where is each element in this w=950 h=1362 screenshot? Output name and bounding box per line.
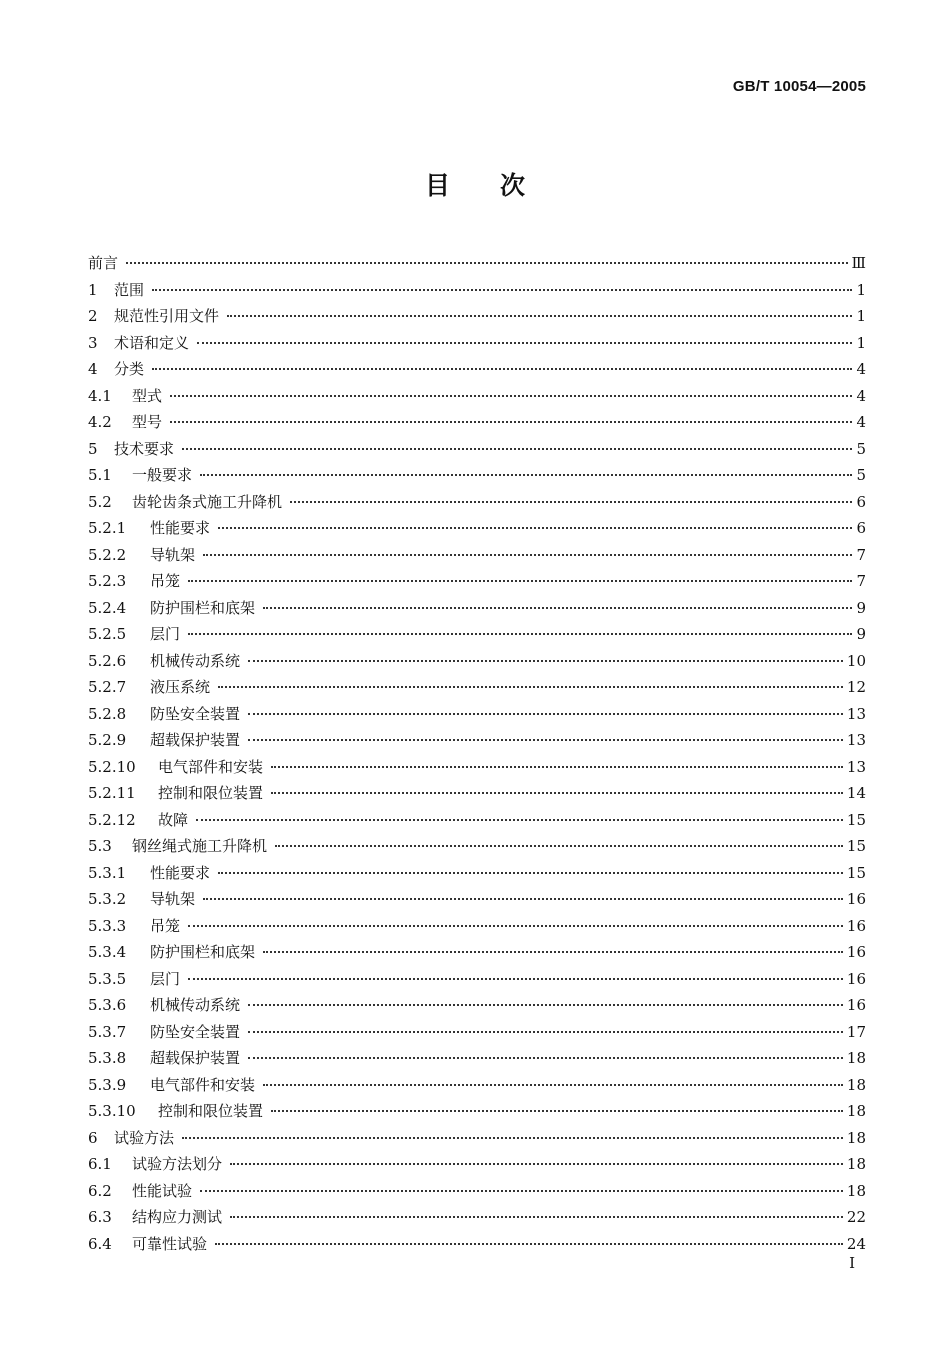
toc-dot-leader <box>290 501 852 503</box>
toc-entry-number: 3 <box>88 333 98 352</box>
toc-entry-page: 18 <box>846 1155 866 1173</box>
toc-entry-number: 5.2.8 <box>88 704 127 723</box>
toc-entry-title: 防护围栏和底架 <box>150 943 256 961</box>
toc-entry-title: 结构应力测试 <box>132 1208 223 1226</box>
toc-entry-page: 16 <box>846 916 866 935</box>
toc-dot-leader <box>200 1190 843 1192</box>
toc-dot-leader <box>182 1137 843 1139</box>
toc-entry-page: 18 <box>846 1181 866 1200</box>
toc-entry-number: 5.3.5 <box>88 969 127 988</box>
toc-dot-leader <box>188 925 843 927</box>
toc-entry-page: 12 <box>846 678 866 696</box>
toc-entry-title: 控制和限位装置 <box>158 1102 264 1120</box>
toc-entry-number: 2 <box>88 307 98 325</box>
toc-entry-page: 15 <box>846 837 866 855</box>
toc-entry-number: 5.2.4 <box>88 598 127 617</box>
toc-entry-title: 层门 <box>150 625 181 643</box>
toc-entry-number: 5.3.8 <box>88 1049 127 1067</box>
toc-entry[interactable] <box>88 277 866 304</box>
toc-entry-title: 故障 <box>158 810 189 829</box>
toc-entry-page: 7 <box>856 572 866 590</box>
toc-entry-title: 试验方法 <box>114 1128 175 1147</box>
toc-entry-page: 18 <box>846 1128 866 1147</box>
toc-dot-leader <box>263 1084 843 1086</box>
toc-entry-number: 5.3 <box>88 837 112 855</box>
toc-entry-page: 5 <box>856 466 866 484</box>
toc-entry-number: 6.2 <box>88 1181 112 1200</box>
toc-entry[interactable] <box>88 409 866 436</box>
toc-entry-number: 5.3.4 <box>88 943 127 961</box>
toc-entry-page: 7 <box>856 545 866 564</box>
toc-entry-number: 5.2.9 <box>88 731 127 749</box>
toc-entry[interactable] <box>88 966 866 993</box>
toc-dot-leader <box>248 660 843 662</box>
toc-entry-title: 可靠性试验 <box>132 1234 208 1253</box>
toc-entry[interactable] <box>88 701 866 728</box>
toc-entry-number: 5.3.3 <box>88 916 127 935</box>
toc-entry-page: 17 <box>846 1022 866 1041</box>
toc-entry[interactable] <box>88 356 866 383</box>
toc-entry[interactable] <box>88 860 866 887</box>
toc-dot-leader <box>248 713 843 715</box>
toc-entry-number: 5.1 <box>88 466 112 484</box>
toc-entry-title: 吊笼 <box>150 572 181 590</box>
toc-entry-title: 机械传动系统 <box>150 996 241 1014</box>
toc-dot-leader <box>218 686 843 688</box>
toc-dot-leader <box>170 421 852 423</box>
toc-dot-leader <box>218 872 843 874</box>
toc-entry-title: 范围 <box>114 280 145 299</box>
toc-entry-title: 超载保护装置 <box>150 1049 241 1067</box>
toc-entry[interactable] <box>88 807 866 834</box>
toc-entry[interactable] <box>88 436 866 463</box>
toc-entry-number: 6.4 <box>88 1234 112 1253</box>
toc-entry-title: 钢丝绳式施工升降机 <box>132 837 268 855</box>
toc-entry[interactable] <box>88 913 866 940</box>
toc-entry[interactable] <box>88 648 866 675</box>
toc-entry[interactable] <box>88 1125 866 1152</box>
toc-entry[interactable] <box>88 383 866 410</box>
toc-entry-title: 规范性引用文件 <box>114 307 220 325</box>
toc-entry-page: 15 <box>846 863 866 882</box>
toc-entry-title: 技术要求 <box>114 439 175 458</box>
toc-dot-leader <box>126 262 848 264</box>
toc-entry-page: 9 <box>856 598 866 617</box>
toc-entry[interactable] <box>88 1151 866 1178</box>
toc-entry-title: 型号 <box>132 413 163 431</box>
toc-dot-leader <box>227 315 852 317</box>
toc-entry-page: 16 <box>846 969 866 988</box>
toc-entry-title: 试验方法划分 <box>132 1155 223 1173</box>
toc-entry-page: 14 <box>846 784 866 802</box>
toc-entry-number: 6.3 <box>88 1208 112 1226</box>
toc-entry[interactable] <box>88 1204 866 1231</box>
toc-entry-page: 1 <box>856 307 866 325</box>
toc-entry-page: Ⅲ <box>851 254 866 272</box>
toc-entry-page: 18 <box>846 1075 866 1094</box>
toc-entry[interactable] <box>88 1231 866 1258</box>
toc-entry[interactable] <box>88 674 866 701</box>
toc-entry-title: 层门 <box>150 969 181 988</box>
toc-entry-title: 超载保护装置 <box>150 731 241 749</box>
toc-entry-title: 吊笼 <box>150 916 181 935</box>
toc-dot-leader <box>215 1243 843 1245</box>
toc-dot-leader <box>196 819 843 821</box>
toc-dot-leader <box>170 395 852 397</box>
toc-entry[interactable] <box>88 754 866 781</box>
toc-entry-number: 4 <box>88 360 98 378</box>
toc-dot-leader <box>248 1004 843 1006</box>
toc-entry-number: 6 <box>88 1128 98 1147</box>
toc-entry[interactable] <box>88 1072 866 1099</box>
page-title: 目次 <box>424 171 575 200</box>
toc-dot-leader <box>197 342 852 344</box>
toc-dot-leader <box>218 527 852 529</box>
toc-entry-title: 一般要求 <box>132 466 193 484</box>
toc-entry-number: 5.2.2 <box>88 545 127 564</box>
toc-entry[interactable] <box>88 939 866 966</box>
toc-entry[interactable] <box>88 462 866 489</box>
toc-entry[interactable] <box>88 250 866 277</box>
toc-entry-page: 13 <box>846 757 866 776</box>
toc-dot-leader <box>248 739 843 741</box>
toc-dot-leader <box>188 580 852 582</box>
toc-entry[interactable] <box>88 833 866 860</box>
toc-dot-leader <box>271 766 843 768</box>
toc-entry[interactable] <box>88 992 866 1019</box>
toc-entry[interactable] <box>88 1019 866 1046</box>
toc-entry-page: 16 <box>846 943 866 961</box>
toc-entry-number: 5.2.12 <box>88 810 136 829</box>
toc-entry-number: 4.1 <box>88 386 112 405</box>
toc-entry-title: 防坠安全装置 <box>150 704 241 723</box>
toc-entry-page: 9 <box>856 625 866 643</box>
toc-entry[interactable] <box>88 886 866 913</box>
toc-entry[interactable] <box>88 595 866 622</box>
toc-entry-number: 5.2.11 <box>88 784 136 802</box>
toc-entry-title: 型式 <box>132 386 163 405</box>
toc-entry-number: 5.3.9 <box>88 1075 127 1094</box>
toc-entry-number: 5.2.7 <box>88 678 127 696</box>
toc-entry-title: 性能要求 <box>150 863 211 882</box>
toc-entry-title: 电气部件和安装 <box>150 1075 256 1094</box>
toc-entry[interactable] <box>88 1178 866 1205</box>
toc-entry-page: 5 <box>856 439 866 458</box>
toc-dot-leader <box>203 554 852 556</box>
toc-dot-leader <box>152 368 852 370</box>
toc-entry-title: 液压系统 <box>150 678 211 696</box>
toc-entry-title: 性能试验 <box>132 1181 193 1200</box>
toc-entry[interactable] <box>88 568 866 595</box>
toc-entry-page: 1 <box>856 280 866 299</box>
toc-entry[interactable] <box>88 303 866 330</box>
toc-entry-title: 电气部件和安装 <box>158 757 264 776</box>
toc-entry-page: 6 <box>856 492 866 511</box>
toc-entry[interactable] <box>88 727 866 754</box>
toc-dot-leader <box>263 607 852 609</box>
toc-dot-leader <box>182 448 852 450</box>
toc-entry-title: 导轨架 <box>150 545 196 564</box>
toc-entry[interactable] <box>88 1098 866 1125</box>
toc-entry-page: 13 <box>846 731 866 749</box>
toc-entry[interactable] <box>88 330 866 357</box>
toc-entry-title: 防坠安全装置 <box>150 1022 241 1041</box>
toc-entry-number: 5.3.7 <box>88 1022 127 1041</box>
toc-entry-title: 机械传动系统 <box>150 651 241 670</box>
toc-dot-leader <box>200 474 852 476</box>
toc-entry-number: 5.2.10 <box>88 757 136 776</box>
toc-entry-number: 5.3.2 <box>88 890 127 908</box>
toc-entry-page: 13 <box>846 704 866 723</box>
toc-entry-title: 术语和定义 <box>114 333 190 352</box>
toc-entry-number: 5.3.10 <box>88 1102 136 1120</box>
toc-entry-title: 防护围栏和底架 <box>150 598 256 617</box>
toc-dot-leader <box>248 1057 843 1059</box>
toc-dot-leader <box>271 1110 843 1112</box>
toc-entry-page: 22 <box>846 1208 866 1226</box>
toc-dot-leader <box>188 978 843 980</box>
toc-entry-page: 18 <box>846 1102 866 1120</box>
toc-entry[interactable] <box>88 1045 866 1072</box>
toc-dot-leader <box>263 951 843 953</box>
toc-entry-page: 6 <box>856 519 866 537</box>
toc-entry-title: 前言 <box>88 254 119 272</box>
toc-entry-page: 4 <box>856 360 866 378</box>
toc-entry-title: 齿轮齿条式施工升降机 <box>132 492 283 511</box>
toc-entry-number: 5.2 <box>88 492 112 511</box>
toc-entry-page: 10 <box>846 651 866 670</box>
toc-dot-leader <box>188 633 852 635</box>
toc-dot-leader <box>152 289 852 291</box>
toc-entry-title: 分类 <box>114 360 145 378</box>
toc-entry-number: 5.2.3 <box>88 572 127 590</box>
toc-entry-number: 5.3.1 <box>88 863 127 882</box>
toc-entry[interactable] <box>88 780 866 807</box>
toc-dot-leader <box>203 898 843 900</box>
toc-entry-number: 5.2.6 <box>88 651 127 670</box>
toc-entry-page: 15 <box>846 810 866 829</box>
toc-entry[interactable] <box>88 515 866 542</box>
toc-entry[interactable] <box>88 542 866 569</box>
toc-entry-number: 4.2 <box>88 413 112 431</box>
toc-entry-page: 24 <box>846 1234 866 1253</box>
toc-entry-page: 1 <box>856 333 866 352</box>
toc-entry-title: 导轨架 <box>150 890 196 908</box>
toc-entry-number: 5.2.1 <box>88 519 127 537</box>
toc-entry-page: 4 <box>856 386 866 405</box>
toc-entry-number: 1 <box>88 280 98 299</box>
toc-entry-page: 18 <box>846 1049 866 1067</box>
toc-entry-number: 6.1 <box>88 1155 112 1173</box>
page-number: I <box>849 1254 855 1272</box>
toc-entry-number: 5 <box>88 439 98 458</box>
toc-entry-page: 4 <box>856 413 866 431</box>
toc-entry-number: 5.3.6 <box>88 996 127 1014</box>
toc-entry-title: 性能要求 <box>150 519 211 537</box>
toc-entry-page: 16 <box>846 890 866 908</box>
standard-code: GB/T 10054—2005 <box>732 78 866 95</box>
toc-entry-number: 5.2.5 <box>88 625 127 643</box>
toc-dot-leader <box>248 1031 843 1033</box>
toc-entry[interactable] <box>88 489 866 516</box>
toc-dot-leader <box>230 1216 843 1218</box>
toc-entry[interactable] <box>88 621 866 648</box>
toc-dot-leader <box>275 845 843 847</box>
table-of-contents <box>88 250 866 1257</box>
toc-entry-page: 16 <box>846 996 866 1014</box>
toc-entry-title: 控制和限位装置 <box>158 784 264 802</box>
toc-dot-leader <box>230 1163 843 1165</box>
toc-dot-leader <box>271 792 843 794</box>
